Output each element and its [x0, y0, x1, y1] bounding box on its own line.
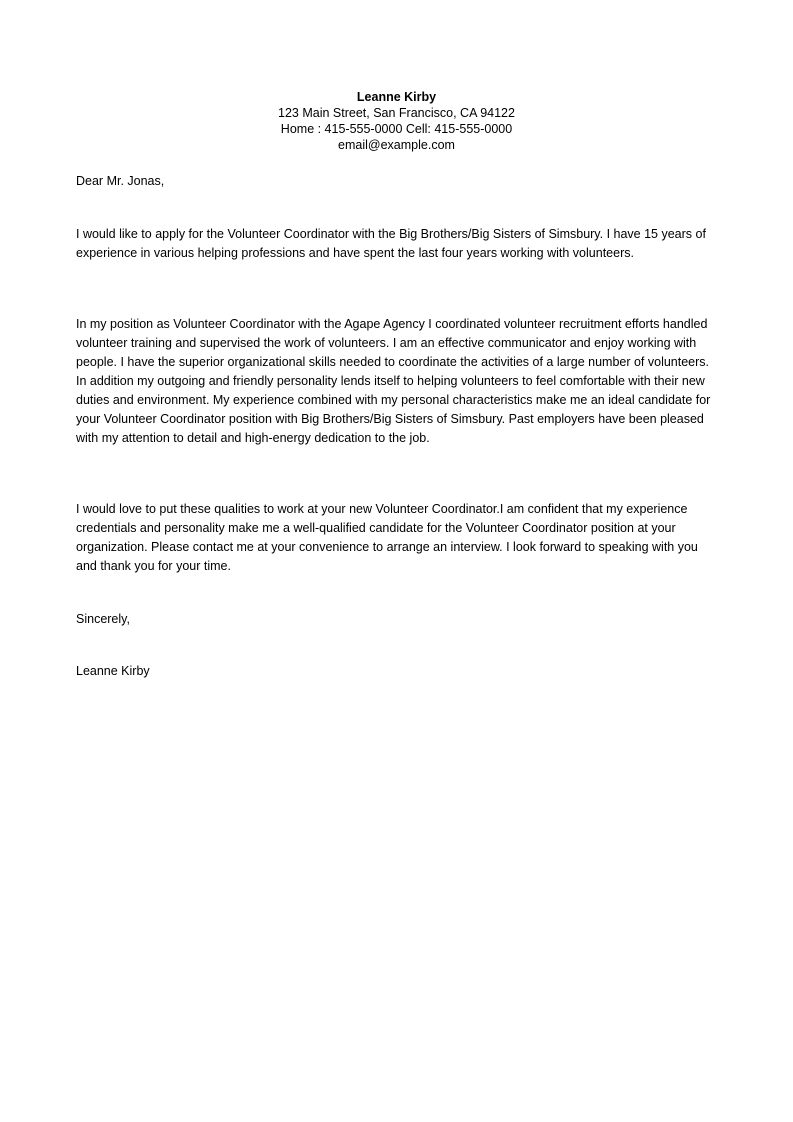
paragraph-closing-request: [76, 500, 712, 576]
closing: Sincerely,: [76, 612, 130, 626]
sender-email: email@example.com: [338, 138, 455, 152]
paragraph-intro: [76, 225, 712, 263]
paragraph-text: I would like to apply for the Volunteer Coordinator with the Big Brothers/Big Sisters of Simsbury. I have 15 years of experience in various helping professions and have spent the last four years working with volunteers.: [76, 227, 706, 260]
paragraph-experience: [76, 315, 712, 448]
letter-header: [0, 89, 793, 153]
paragraph-text: I would love to put these qualities to work at your new Volunteer Coordinator.I am confident that my experience credentials and personality make me a well-qualified candidate for the Volunteer Coordinator position at your organization. Please contact me at your convenience to arrange an interview. I look forward to speaking with you and thank you for your time.: [76, 502, 698, 573]
sender-phones: Home : 415-555-0000 Cell: 415-555-0000: [280, 122, 513, 136]
signature-name: Leanne Kirby: [76, 664, 150, 678]
salutation: Dear Mr. Jonas,: [76, 174, 165, 188]
sender-name: Leanne Kirby: [356, 90, 437, 104]
sender-address: 123 Main Street, San Francisco, CA 94122: [278, 106, 515, 120]
paragraph-text: In my position as Volunteer Coordinator with the Agape Agency I coordinated volunteer recruitment efforts handled volunteer training and supervised the work of volunteers. I am an effective communicator and enjoy working with people. I have the superior organizational skills needed to coordinate the activities of a large number of volunteers. In addition my outgoing and friendly personality lends itself to helping volunteers to feel comfortable with their new duties and environment. My experience combined with my personal characteristics make me an ideal candidate for your Volunteer Coordinator position with Big Brothers/Big Sisters of Simsbury. Past employers have been pleased with my attention to detail and high-energy dedication to the job.: [76, 317, 711, 445]
